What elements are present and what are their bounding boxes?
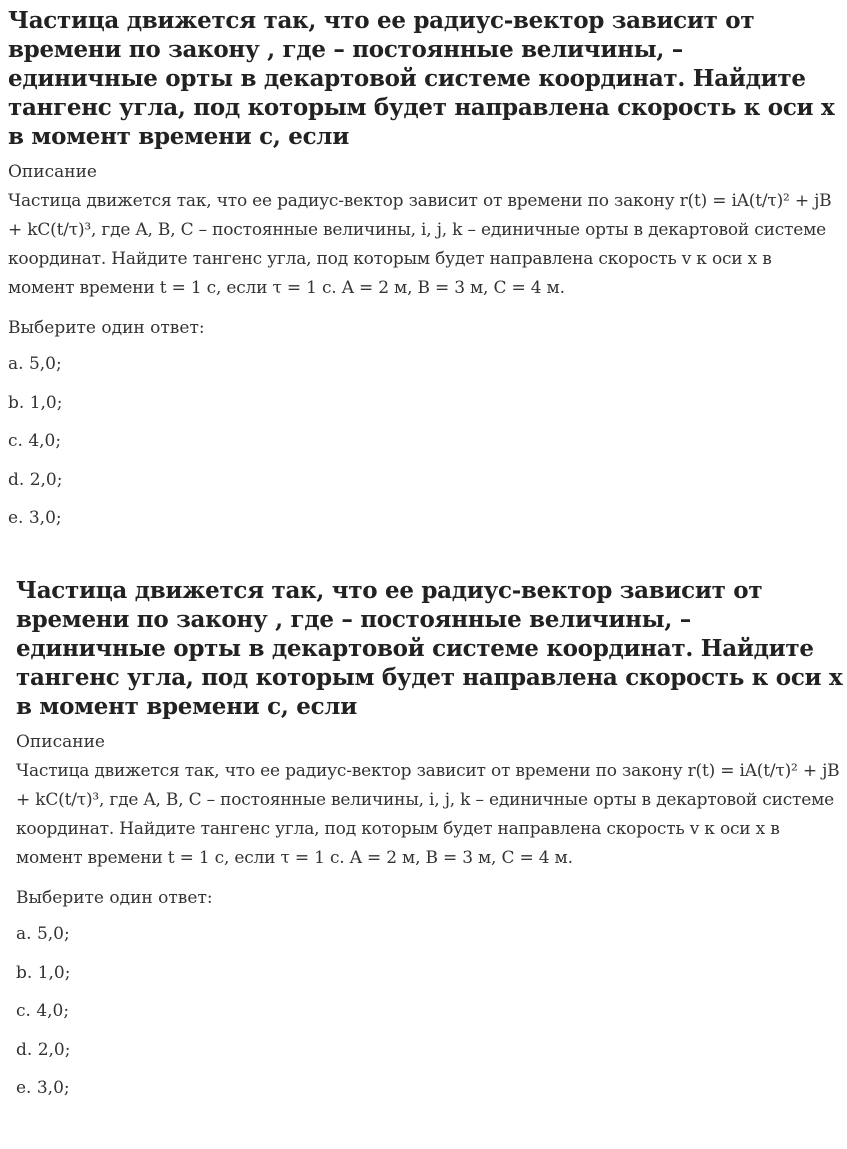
answer-list xyxy=(8,353,838,529)
answer-option-c[interactable]: c. 4,0; xyxy=(8,431,62,451)
answer-option-c[interactable]: c. 4,0; xyxy=(16,1001,70,1021)
question-block xyxy=(16,576,846,1116)
answer-option-a[interactable]: a. 5,0; xyxy=(8,354,62,374)
question-title: Частица движется так, что ее радиус-вектор зависит от времени по закону , где – постоянные величины, – единичные орты в декартовой системе координат. Найдите тангенс угла, под которым будет направлена скорость к оси x в момент времени с, если xyxy=(8,7,835,150)
question-title: Частица движется так, что ее радиус-вектор зависит от времени по закону , где – постоянные величины, – единичные орты в декартовой системе координат. Найдите тангенс угла, под которым будет направлена скорость к оси x в момент времени с, если xyxy=(16,577,843,720)
description-label: Описание xyxy=(16,732,105,752)
answer-option-b[interactable]: b. 1,0; xyxy=(8,392,63,413)
answer-option-b[interactable]: b. 1,0; xyxy=(16,962,71,983)
answer-option-d[interactable]: d. 2,0; xyxy=(8,469,63,490)
answer-prompt: Выберите один ответ: xyxy=(16,888,213,908)
answer-option-d[interactable]: d. 2,0; xyxy=(16,1039,71,1060)
answer-option-a[interactable]: a. 5,0; xyxy=(16,924,70,944)
description-text: Частица движется так, что ее радиус-вектор зависит от времени по закону r(t) = iA(t/τ)² + jB + kC(t/τ)³, где A, B, C – постоянные величины, i, j, k – единичные орты в декартовой системе координат. Найдите тангенс угла, под которым будет направлена скорость v к оси x в момент времени t = 1 с, если τ = 1 с. A = 2 м, B = 3 м, C = 4 м. xyxy=(16,761,840,868)
answer-prompt: Выберите один ответ: xyxy=(8,318,205,338)
answer-option-e[interactable]: e. 3,0; xyxy=(16,1078,70,1098)
description-label: Описание xyxy=(8,162,97,182)
answer-option-e[interactable]: e. 3,0; xyxy=(8,508,62,528)
answer-list xyxy=(16,923,846,1099)
description-text: Частица движется так, что ее радиус-вектор зависит от времени по закону r(t) = iA(t/τ)² + jB + kC(t/τ)³, где A, B, C – постоянные величины, i, j, k – единичные орты в декартовой системе координат. Найдите тангенс угла, под которым будет направлена скорость v к оси x в момент времени t = 1 с, если τ = 1 с. A = 2 м, B = 3 м, C = 4 м. xyxy=(8,191,832,298)
question-block xyxy=(8,6,838,546)
